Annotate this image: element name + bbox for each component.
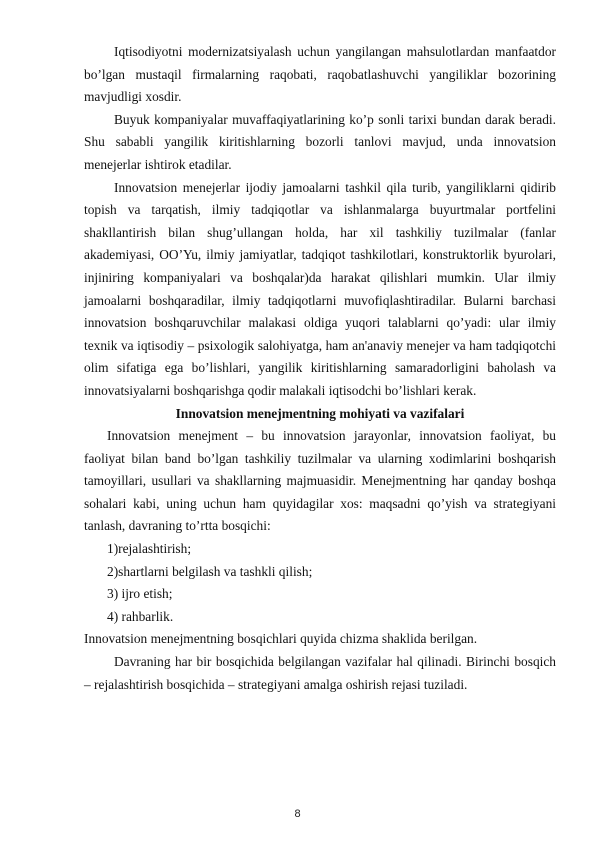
document-page (84, 41, 556, 696)
paragraph-6: Davraning har bir bosqichida belgilangan vazifalar hal qilinadi. Birinchi bosqich – rejalashtirish bosqichida – strategiyani amalga oshirish rejasi tuziladi. (84, 654, 556, 692)
list-item: 1)rejalashtirish; (107, 541, 192, 557)
list-item: 3) ijro etish; (107, 586, 173, 602)
paragraph-4: Innovatsion menejment – bu innovatsion jarayonlar, innovatsion faoliyat, bu faoliyat bilan band bo’lgan tashkiliy tuzilmalar va ularning xodimlarini boshqarish tamoyillari, usullari va shakllarning majmuasidir. Menejmentning har qanday boshqa sohalari kabi, uning uchun ham quyidagilar xos: maqsadni qo’yish va strategiyani tanlash, davraning to’rtta bosqichi: (84, 428, 556, 534)
list-item: 4) rahbarlik. (107, 608, 174, 624)
section-heading: Innovatsion menejmentning mohiyati va vazifalari (175, 405, 465, 421)
list-item: 2)shartlarni belgilash va tashkli qilish; (107, 563, 313, 579)
paragraph-3: Innovatsion menejerlar ijodiy jamoalarni tashkil qila turib, yangiliklarni qidirib topish va tarqatish, ilmiy tadqiqotlar va ishlanmalarga buyurtmalar portfelini shakllantirish bilan shug’ullangan holda, har xil tashkiliy tuzilmalar (fanlar akademiyasi, OO’Yu, ilmiy jamiyatlar, tadqiqot tashkilotlari, konstruktorlik byurolari, injiniring kompaniyalari va boshqalar)da harakat qilishlari mumkin. Ular ilmiy jamoalarni boshqaradilar, ilmiy tadqiqotlarni muvofiqlashtiradilar. Bularni barchasi innovatsion boshqaruvchilar malakasi oldiga yuqori talablarni qo’yadi: ular ilmiy texnik va iqtisodiy – psixologik salohiyatga, ham an'anaviy menejer va ham tadqiqotchi olim sifatiga ega bo’lishlari, yangilik kiritishlarning samaradorligini baholash va innovatsiyalarni boshqarishga qodir malakali iqtisodchi bo’lishlari kerak. (84, 179, 556, 398)
paragraph-1: Iqtisodiyotni modernizatsiyalash uchun yangilangan mahsulotlardan manfaatdor bo’lgan mustaqil firmalarning raqobati, raqobatlashuvchi yangiliklar bozorining mavjudligi xosdir. (84, 44, 556, 105)
paragraph-5: Innovatsion menejmentning bosqichlari quyida chizma shaklida berilgan. (84, 631, 478, 647)
page-number: 8 (294, 808, 301, 820)
paragraph-2: Buyuk kompaniyalar muvaffaqiyatlarining ko’p sonli tarixi bundan darak beradi. Shu sababli yangilik kiritishlarning bozorli tanlovi mavjud, unda innovatsion menejerlar ishtirok etadilar. (84, 111, 556, 172)
